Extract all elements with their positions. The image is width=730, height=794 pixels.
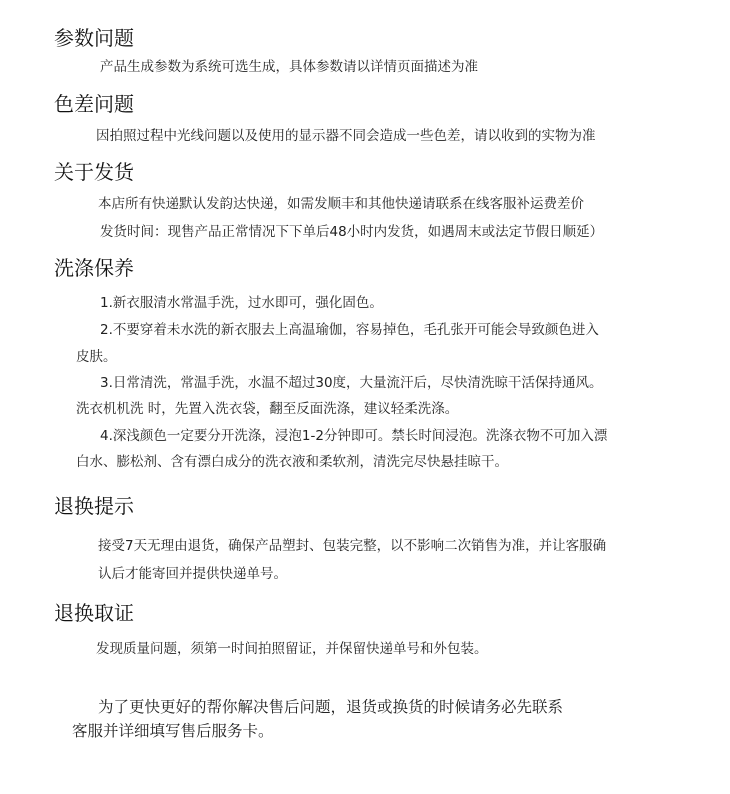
washing-line-5: 洗衣机机洗 时，先置入洗衣袋，翻至反面洗涤，建议轻柔洗涤。 — [76, 401, 459, 417]
washing-line-1: 1.新衣服清水常温手洗，过水即可，强化固色。 — [100, 295, 383, 311]
section-title-washing: 洗涤保养 — [54, 256, 134, 280]
washing-line-6: 4.深浅颜色一定要分开洗涤，浸泡1-2分钟即可。禁长时间浸泡。洗涤衣物不可加入漂 — [100, 428, 608, 444]
section-title-returns: 退换提示 — [54, 494, 134, 518]
footer-line-2: 客服并详细填写售后服务卡。 — [72, 722, 274, 740]
washing-line-4: 3.日常清洗，常温手洗，水温不超过30度，大量流汗后，尽快清洗晾干活保持通风。 — [100, 375, 603, 391]
section-title-evidence: 退换取证 — [54, 601, 134, 625]
shipping-text-1: 本店所有快递默认发韵达快递，如需发顺丰和其他快递请联系在线客服补运费差价 — [98, 196, 584, 212]
washing-line-7: 白水、膨松剂、含有漂白成分的洗衣液和柔软剂，清洗完尽快悬挂晾干。 — [76, 454, 508, 470]
params-text: 产品生成参数为系统可选生成，具体参数请以详情页面描述为准 — [100, 59, 478, 75]
returns-line-2: 认后才能寄回并提供快递单号。 — [98, 566, 287, 582]
footer-line-1: 为了更快更好的帮你解决售后问题，退货或换货的时候请务必先联系 — [98, 698, 564, 716]
section-title-color: 色差问题 — [54, 92, 134, 116]
evidence-text: 发现质量问题，须第一时间拍照留证，并保留快递单号和外包装。 — [96, 641, 488, 657]
section-title-shipping: 关于发货 — [54, 160, 134, 184]
returns-line-1: 接受7天无理由退货，确保产品塑封、包装完整，以不影响二次销售为准，并让客服确 — [98, 538, 607, 554]
color-text: 因拍照过程中光线问题以及使用的显示器不同会造成一些色差，请以收到的实物为准 — [96, 128, 596, 144]
washing-line-2: 2.不要穿着未水洗的新衣服去上高温瑜伽，容易掉色，毛孔张开可能会导致颜色进入 — [100, 322, 599, 338]
section-title-params: 参数问题 — [54, 26, 134, 50]
washing-line-3: 皮肤。 — [76, 349, 117, 365]
shipping-text-2: 发货时间：现售产品正常情况下下单后48小时内发货，如遇周末或法定节假日顺延） — [100, 224, 604, 240]
